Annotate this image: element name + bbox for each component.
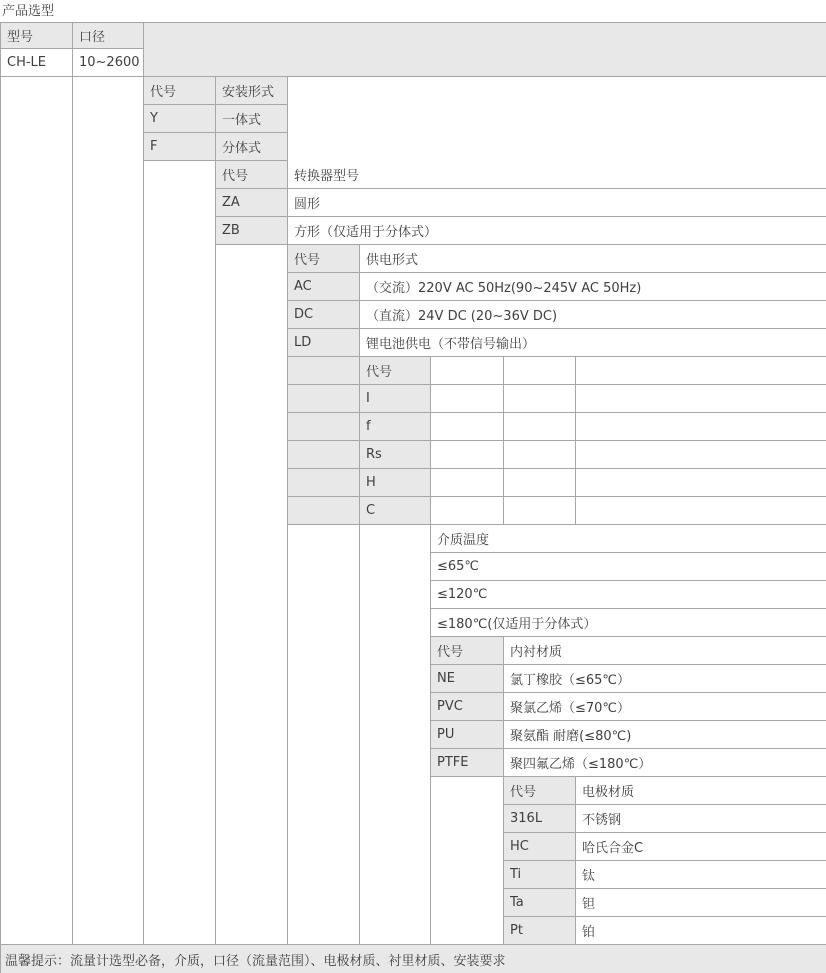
spacer-cell <box>216 245 288 945</box>
value-cell: 聚氨酯 耐磨(≤80℃) <box>504 721 826 749</box>
page-title: 产品选型 <box>2 4 55 19</box>
empty-cell <box>504 357 576 385</box>
code-cell: F <box>144 133 216 161</box>
category-header-cell: 安装形式 <box>216 77 288 105</box>
value-cell: 聚四氟乙烯（≤180℃） <box>504 749 826 777</box>
code-cell: Rs <box>360 441 431 469</box>
code-cell: AC <box>288 273 360 301</box>
empty-cell <box>431 469 504 497</box>
value-cell: 氯丁橡胶（≤65℃） <box>504 665 826 693</box>
spacer-cell <box>288 525 360 945</box>
spacer-cell <box>1 77 73 945</box>
empty-cell <box>576 357 826 385</box>
merged-header-cell <box>144 23 826 77</box>
value-cell: ≤65℃ <box>431 553 826 581</box>
empty-cell <box>576 385 826 413</box>
code-cell: 316L <box>504 805 576 833</box>
value-cell: 分体式 <box>216 133 288 161</box>
empty-cell <box>504 497 576 525</box>
empty-cell <box>576 497 826 525</box>
code-cell: I <box>360 385 431 413</box>
code-cell: H <box>360 469 431 497</box>
value-cell: 铂 <box>576 917 826 945</box>
value-cell: 一体式 <box>216 105 288 133</box>
spacer-cell <box>431 777 504 945</box>
code-cell: Y <box>144 105 216 133</box>
value-cell: 方形（仅适用于分体式） <box>288 217 826 245</box>
empty-cell <box>576 441 826 469</box>
code-cell: DC <box>288 301 360 329</box>
code-header-cell: 代号 <box>216 161 288 189</box>
value-cell: （交流）220V AC 50Hz(90~245V AC 50Hz) <box>360 273 826 301</box>
code-cell: PTFE <box>431 749 504 777</box>
empty-cell <box>576 413 826 441</box>
category-header-cell: 电极材质 <box>576 777 826 805</box>
empty-cell <box>431 441 504 469</box>
code-cell: Pt <box>504 917 576 945</box>
code-header-cell: 代号 <box>288 245 360 273</box>
code-cell: PU <box>431 721 504 749</box>
empty-cell <box>576 469 826 497</box>
empty-cell <box>504 413 576 441</box>
code-cell: C <box>360 497 431 525</box>
value-cell: ≤180℃(仅适用于分体式） <box>431 609 826 637</box>
code-cell: ZB <box>216 217 288 245</box>
value-cell: 圆形 <box>288 189 826 217</box>
empty-cell <box>431 385 504 413</box>
diameter-header-cell: 口径 <box>73 23 144 49</box>
value-cell: 不锈钢 <box>576 805 826 833</box>
code-cell: f <box>360 413 431 441</box>
category-header-cell: 供电形式 <box>360 245 826 273</box>
diameter-value-cell: 10~2600 <box>73 49 144 77</box>
value-cell: 钛 <box>576 861 826 889</box>
code-cell: Ta <box>504 889 576 917</box>
spacer-cell <box>144 161 216 945</box>
value-cell: 聚氯乙烯（≤70℃） <box>504 693 826 721</box>
empty-cell <box>504 385 576 413</box>
code-cell: PVC <box>431 693 504 721</box>
spacer-cell <box>288 441 360 469</box>
code-cell: NE <box>431 665 504 693</box>
value-cell: 哈氏合金C <box>576 833 826 861</box>
empty-cell <box>431 497 504 525</box>
category-header-cell: 介质温度 <box>431 525 826 553</box>
empty-cell <box>431 357 504 385</box>
product-selection-table <box>0 22 826 973</box>
spacer-cell <box>288 469 360 497</box>
spacer-cell <box>288 385 360 413</box>
code-header-cell: 代号 <box>504 777 576 805</box>
category-header-cell: 转换器型号 <box>288 161 826 189</box>
empty-cell <box>431 413 504 441</box>
empty-cell <box>504 469 576 497</box>
spacer-cell <box>360 525 431 945</box>
spacer-cell <box>288 497 360 525</box>
code-cell: Ti <box>504 861 576 889</box>
empty-cell <box>504 441 576 469</box>
code-header-cell: 代号 <box>144 77 216 105</box>
value-cell: 钽 <box>576 889 826 917</box>
value-cell: （直流）24V DC (20~36V DC) <box>360 301 826 329</box>
category-header-cell: 内衬材质 <box>504 637 826 665</box>
value-cell: 锂电池供电（不带信号输出） <box>360 329 826 357</box>
spacer-cell <box>288 413 360 441</box>
spacer-cell <box>288 357 360 385</box>
model-value-cell: CH-LE <box>1 49 73 77</box>
model-header-cell: 型号 <box>1 23 73 49</box>
code-header-cell: 代号 <box>431 637 504 665</box>
code-cell: HC <box>504 833 576 861</box>
code-header-cell: 代号 <box>360 357 431 385</box>
code-cell: ZA <box>216 189 288 217</box>
code-cell: LD <box>288 329 360 357</box>
note-row: 温馨提示：流量计选型必备，介质，口径（流量范围）、电极材质、衬里材质、安装要求 <box>1 945 826 973</box>
spacer-cell <box>73 77 144 945</box>
value-cell: ≤120℃ <box>431 581 826 609</box>
